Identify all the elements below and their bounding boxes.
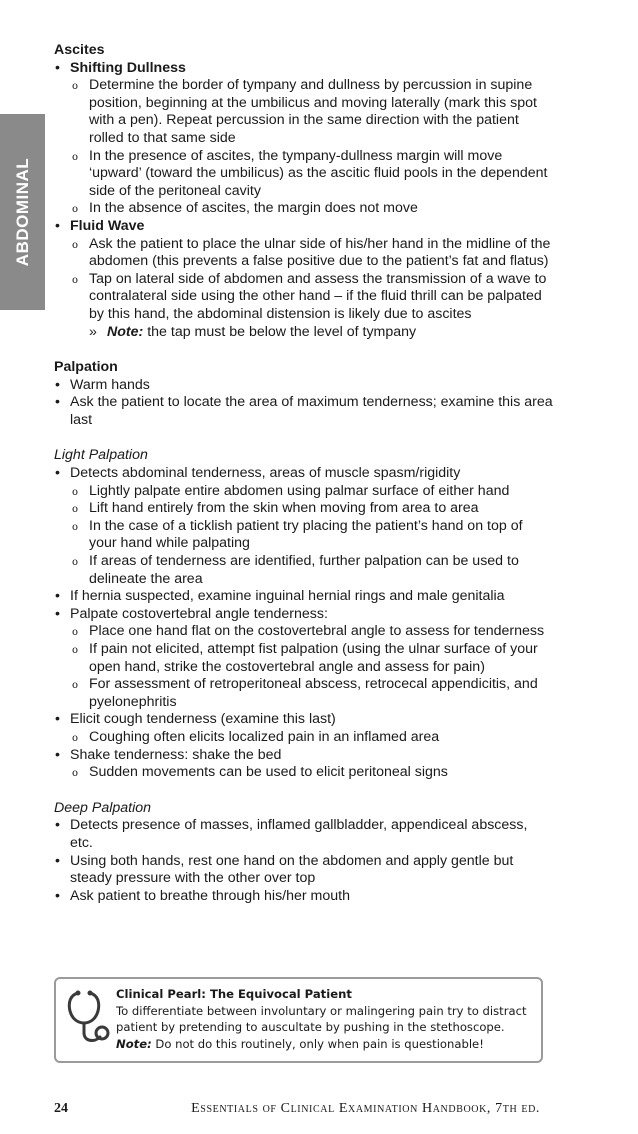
palpation-heading: Palpation [54,359,118,376]
list-item: • If hernia suspected, examine inguinal hernial rings and male genitalia [54,588,554,606]
list-item: o In the presence of ascites, the tympany-dullness margin will move ‘upward’ (toward the umbilicus) as the ascitic fluid pools in the dependent side of the peritoneal cavity [54,148,554,201]
book-title: Essentials of Clinical Examination Handbook, 7th ed. [191,1101,540,1116]
fluid-wave-label: Fluid Wave [70,217,145,234]
list-item: o For assessment of retroperitoneal abscess, retrocecal appendicitis, and pyelonephritis [54,676,554,711]
list-item: • Detects abdominal tenderness, areas of muscle spasm/rigidity [54,465,554,483]
list-item: o Coughing often elicits localized pain in an inflamed area [54,729,554,747]
list-item: o Sudden movements can be used to elicit peritoneal signs [54,764,554,782]
clinical-pearl-box [54,977,543,1063]
pearl-note-label: Note: [116,1036,152,1051]
pearl-note-text: Do not do this routinely, only when pain is questionable! [151,1036,484,1051]
clinical-pearl-body: To differentiate between involuntary or malingering pain try to distract patient by pretending to auscultate by pushing in the stethoscope. [116,1003,527,1034]
page-content [54,42,554,905]
light-palpation-heading: Light Palpation [54,447,148,464]
list-item: o Lift hand entirely from the skin when moving from area to area [54,500,554,518]
list-item: • Elicit cough tenderness (examine this last) [54,711,554,729]
list-item: • Ask patient to breathe through his/her mouth [54,888,554,906]
section-side-tab [0,114,45,310]
note-item [54,324,554,342]
page-number: 24 [54,1101,68,1116]
list-item: • Shake tenderness: shake the bed [54,747,554,765]
list-item: o Tap on lateral side of abdomen and assess the transmission of a wave to contralateral side using the other hand – if the fluid thrill can be palpated by this hand, the abdominal distension is likely due to ascites [54,271,554,324]
clinical-pearl-note [116,1036,536,1053]
list-item: o Ask the patient to place the ulnar side of his/her hand in the midline of the abdomen (this prevents a false positive due to the patient’s fat and flatus) [54,236,554,271]
list-item [54,60,554,78]
list-item: • Using both hands, rest one hand on the abdomen and apply gentle but steady pressure with the other over top [54,853,554,888]
deep-palpation-heading: Deep Palpation [54,799,152,816]
note-label: Note: [107,323,144,340]
list-item [54,218,554,236]
clinical-pearl-text [116,986,536,1052]
stethoscope-icon [64,989,112,1049]
clinical-pearl-title: Clinical Pearl: The Equivocal Patient [116,987,352,1001]
side-tab-label: ABDOMINAL [12,157,32,267]
list-item: o Place one hand flat on the costovertebral angle to assess for tenderness [54,623,554,641]
note-text: the tap must be below the level of tympany [143,323,417,340]
list-item: o If areas of tenderness are identified, further palpation can be used to delineate the area [54,553,554,588]
list-item: o In the absence of ascites, the margin does not move [54,200,554,218]
shifting-dullness-label: Shifting Dullness [70,59,186,76]
ascites-heading: Ascites [54,42,105,58]
list-item: • Palpate costovertebral angle tenderness: [54,606,554,624]
list-item: • Warm hands [54,377,554,395]
list-item: o In the case of a ticklish patient try placing the patient’s hand on top of your hand while palpating [54,518,554,553]
list-item: o If pain not elicited, attempt fist palpation (using the ulnar surface of your open hand, strike the costovertebral angle and assess for pain) [54,641,554,676]
list-item: o Determine the border of tympany and dullness by percussion in supine position, beginning at the umbilicus and moving laterally (mark this spot with a pen). Repeat percussion in the same direction with the patient rolled to that same side [54,77,554,147]
list-item: o Lightly palpate entire abdomen using palmar surface of either hand [54,483,554,501]
list-item: • Ask the patient to locate the area of maximum tenderness; examine this area last [54,394,554,429]
list-item: • Detects presence of masses, inflamed gallbladder, appendiceal abscess, etc. [54,817,554,852]
